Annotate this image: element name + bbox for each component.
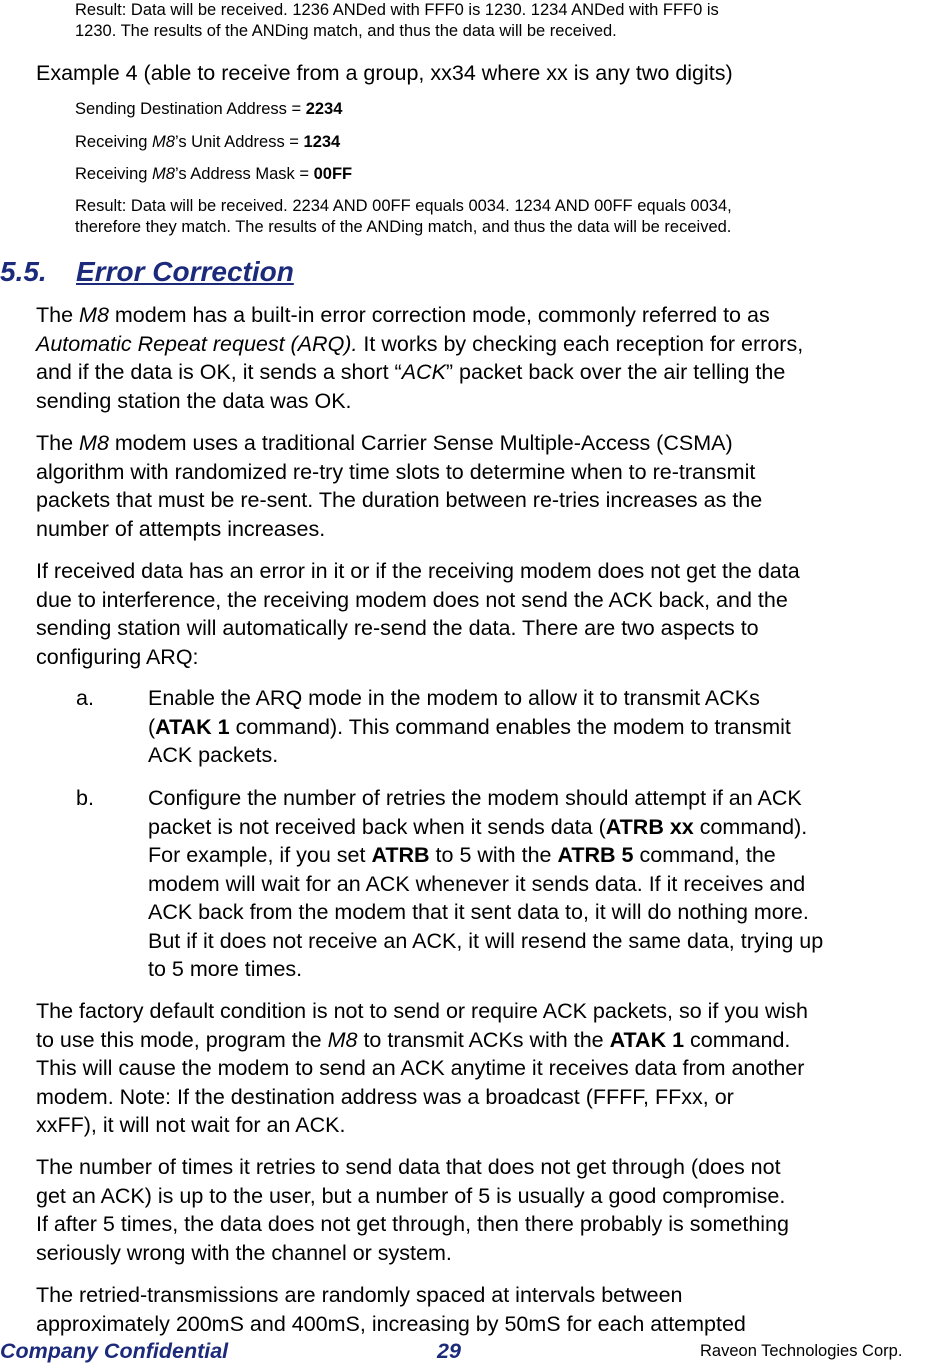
paragraph-factory-default: The factory default condition is not to send or require ACK packets, so if you wish to use this mode, program the M8 to transmit ACKs with the ATAK 1 command. This will cause the modem to send an ACK anytime it receives data from another modem. Note: If the destination address was a broadcast (FFFF, FFxx, or xxFF), it will not wait for an ACK.: [36, 999, 809, 1137]
section-heading: [0, 256, 294, 288]
example4-title: Example 4 (able to receive from a group, xx34 where xx is any two digits): [36, 61, 733, 85]
section-title: Error Correction: [76, 256, 294, 287]
paragraph-retries: The number of times it retries to send data that does not get through (does not get an ACK) is up to the user, but a number of 5 is usually a good compromise. If after 5 times, the data does not get through, then there probably is something seriously wrong with the channel or system.: [36, 1155, 789, 1265]
example4-unit-address: Receiving M8’s Unit Address = 1234: [75, 133, 341, 151]
example4-address-mask: Receiving M8’s Address Mask = 00FF: [75, 165, 353, 183]
page-footer: [0, 1339, 934, 1367]
footer-company: Raveon Technologies Corp.: [700, 1342, 903, 1360]
paragraph-retry-spacing: The retried-transmissions are randomly spaced at intervals between approximately 200mS and 400mS, increasing by 50mS for each attempted: [36, 1283, 746, 1336]
example4-result: Result: Data will be received. 2234 AND 00FF equals 0034. 1234 AND 00FF equals 0034, therefore they match. The results of the ANDing match, and thus the data will be received.: [75, 197, 732, 236]
footer-confidential: Company Confidential: [0, 1339, 229, 1363]
paragraph-csma: The M8 modem uses a traditional Carrier Sense Multiple-Access (CSMA) algorithm with randomized re-try time slots to determine when to re-transmit packets that must be re-sent. The duration between re-tries increases as the number of attempts increases.: [36, 431, 763, 541]
footer-page-number: 29: [437, 1339, 461, 1363]
section-number: 5.5.: [0, 256, 47, 287]
list-marker-a: a.: [76, 686, 94, 710]
paragraph-received-data: If received data has an error in it or if the receiving modem does not get the data due to interference, the receiving modem does not send the ACK back, and the sending station will automatically re-send the data. There are two aspects to configuring ARQ:: [36, 559, 800, 669]
list-marker-b: b.: [76, 786, 94, 810]
example3-result: Result: Data will be received. 1236 ANDed with FFF0 is 1230. 1234 ANDed with FFF0 is 1230. The results of the ANDing match, and thus the data will be received.: [75, 1, 719, 40]
paragraph-arq-intro: The M8 modem has a built-in error correction mode, commonly referred to as Automatic Repeat request (ARQ). It works by checking each reception for errors, and if the data is OK, it sends a short “ACK” packet back over the air telling the sending station the data was OK.: [36, 303, 804, 413]
example4-destination-address: Sending Destination Address = 2234: [75, 100, 343, 118]
